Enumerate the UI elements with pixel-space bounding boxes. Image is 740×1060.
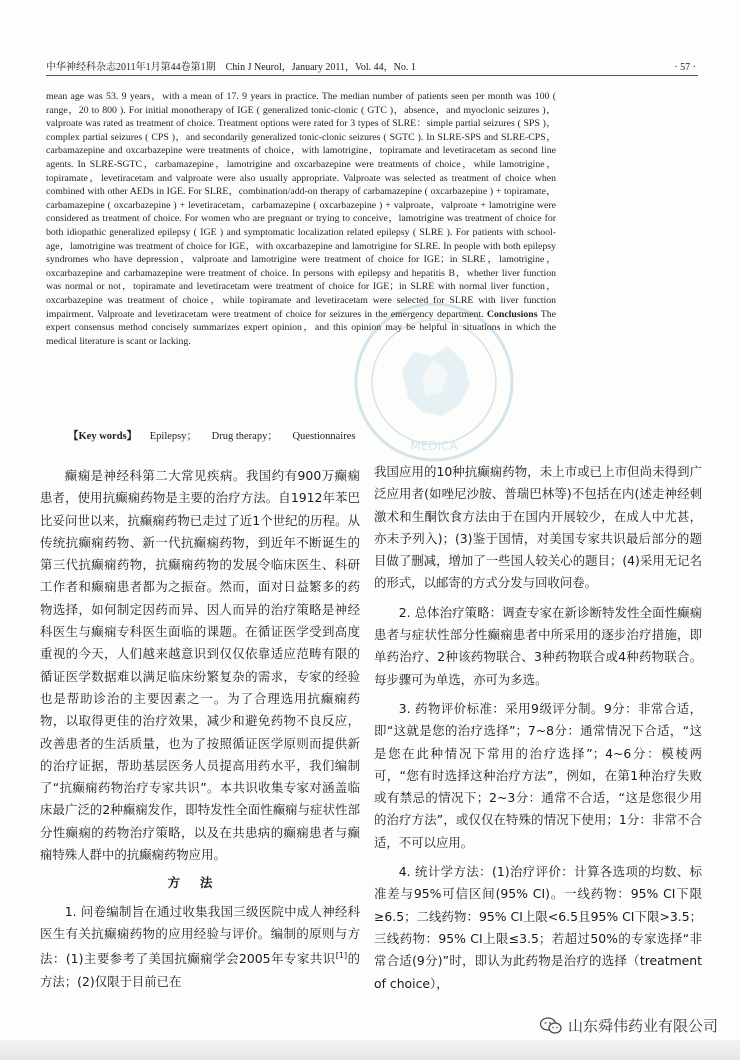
svg-text:MEDICA: MEDICA — [410, 439, 458, 453]
methods-paragraph-1 — [40, 901, 360, 993]
right-column — [374, 461, 702, 995]
methods-paragraph-3: 3. 药物评价标准：采用9级评分制。9分：非常合适，即“这就是您的治疗选择”；7~8分：通常情况下合适，“这是您在此种情况下常用的治疗选择”；4~6分：模棱两可，“您有时选择这种治疗方法”，例如，在第1种治疗失败或有禁忌的情况下；2~3分：通常不合适，“这是您很少用的治疗方法”，或仅仅在特殊的情况下使用；1分：非常不合适，不可以应用。 — [374, 700, 702, 850]
journal-citation: 中华神经科杂志2011年1月第44卷第1期 Chin J Neurol，January 2011，Vol. 44，No. 1 — [46, 62, 416, 73]
keyword-item: Questionnaires — [292, 431, 356, 442]
conclusions-label: Conclusions — [486, 308, 538, 320]
keywords — [68, 428, 548, 443]
footer-band — [0, 1040, 740, 1060]
brand-name: 山东舜伟药业有限公司 — [568, 1017, 719, 1035]
methods-paragraph-4: 4. 统计学方法：(1)治疗评价：计算各选项的均数、标准差与95%可信区间(95% CI)。一线药物：95% CI下限≥6.5；二线药物：95% CI上限<6.5且95% CI下限>3.5；三线药物：95% CI上限≤3.5；若超过50%的专家选择“非常合适(9分)”时，即认为此药物是治疗的选择（treatment of choice）， — [374, 864, 702, 991]
methods-heading: 方法 — [167, 875, 233, 891]
keyword-item: Epilepsy； — [149, 431, 197, 442]
citation-ref: [1] — [335, 951, 348, 961]
methods-paragraph-2: 2. 总体治疗策略：调查专家在新诊断特发性全面性癫痫患者与症状性部分性癫痫患者中所采用的逐步治疗措施，即单药治疗、2种该药物联合、3种药物联合或4种药物联合。每步骤可为单选，亦可为多选。 — [374, 604, 702, 687]
wechat-icon — [540, 1017, 562, 1035]
methods-paragraph-1-cont: 我国应用的10种抗癫痫药物，未上市或已上市但尚未得到广泛应用者(如唑尼沙胺、普瑞巴林等)不包括在内(述走神经刺激术和生酮饮食方法由于在国内开展较少，在成人中尤甚，亦未予列入)；(3)鉴于国情，对美国专家共识最后部分的题目做了删减，增加了一些国人较关心的题目；(4)采用无记名的形式，以邮寄的方式分发与回收问卷。 — [374, 464, 702, 591]
abstract-conclusions-text: The expert consensus method concisely summarizes expert opinion，and this opinion may be helpful in situations in which the medical literature is scant or lacking. — [46, 308, 556, 347]
keywords-label: 【Key words】 — [68, 431, 138, 442]
left-column — [40, 465, 360, 993]
methods-text-cont: 的方法；(2)仅限于目前已在 — [40, 951, 361, 989]
page-number: · 57 · — [674, 62, 696, 73]
header-rule — [46, 75, 698, 76]
english-abstract — [46, 90, 556, 348]
intro-paragraph: 癫痫是神经科第二大常见疾病。我国约有900万癫痫患者，使用抗癫痫药物是主要的治疗方法。自1912年苯巴比妥问世以来，抗癫痫药物已走过了近1个世纪的历程。从传统抗癫痫药物、新一代抗癫痫药物，到近年不断诞生的第三代抗癫痫药物，抗癫痫药物的发展令临床医生、科研工作者和癫痫患者都为之振奋。然而，面对日益繁多的药物选择，如何制定因药而异、因人而异的治疗策略是神经科医生与癫痫专科医生面临的课题。在循证医学受到高度重视的今天，人们越来越意识到仅仅依靠适应范畴有限的循证医学数据难以满足临床纷繁复杂的需求，专家的经验也是帮助诊治的主要因素之一。为了合理选用抗癫痫药物，以取得更佳的治疗效果，减少和避免药物不良反应，改善患者的生活质量，也为了按照循证医学原则而提供新的治疗证据，帮助基层医务人员提高用药水平，我们编制了“抗癫痫药物治疗专家共识”。本共识收集专家对涵盖临床最广泛的2种癫痫发作，即特发性全面性癫痫与症状性部分性癫痫的药物治疗策略，以及在共患病的癫痫患者与癫痫特殊人群中的抗癫痫药物应用。 — [40, 468, 360, 863]
methods-text: 1. 问卷编制旨在通过收集我国三级医院中成人神经科医生有关抗癫痫药物的应用经验与评价。编制的原则与方法：(1)主要参考了美国抗癫痫学会2005年专家共识 — [40, 903, 360, 967]
wechat-brand — [540, 1015, 718, 1036]
abstract-results-text: mean age was 53. 9 years，with a mean of 17. 9 years in practice. The median number of patients seen per month was 100 ( range，20 to 800 ). For initial monotherapy of IGE ( generalized tonic-clonic ( GTC )，absence，and myoclonic seizures )，valproate was rated as treatment of choice. Treatment options were rated for 3 types of SLRE：simple partial seizures ( SPS )，complex partial seizures ( CPS )，and secondarily generalized tonic-clonic seizures ( SGTC ). In SLRE-SPS and SLRE-CPS，carbamazepine and oxcarbazepine were treatments of choice，with lamotrigine，topiramate and levetiracetam as second line agents. In SLRE-SGTC，carbamazepine，lamotrigine and oxcarbazepine were treatments of choice，while lamotrigine，topiramate，levetiracetam and valproate were also usually appropriate. Valproate was selected as treatment of choice when combined with other AEDs in IGE. For SLRE，combination/add-on therapy of carbamazepine ( oxcarbazepine ) + topiramate，carbamazepine ( oxcarbazepine ) + levetiracetam，carbamazepine ( oxcarbazepine ) + valproate，valproate + lamotrigine were considered as treatment of choice. For women who are pregnant or trying to conceive，lamotrigine was treatment of choice for both idiopathic generalized epilepsy ( IGE ) and symptomatic localization related epilepsy ( SLRE ). For patients with school-age，lamotrigine was treatment of choice for IGE，with oxcarbazepine and lamotrigine for SLRE. In people with both epilepsy syndromes who have depression，valproate and lamotrigine were treatment of choice for IGE；in SLRE，lamotrigine，oxcarbazepine and carbamazepine were treatment of choice. In persons with epilepsy and hepatitis B，whether liver function was normal or not，topiramate and levetiracetam were treatment of choice for IGE；in SLRE with normal liver function，oxcarbazepine was treatment of choice，while topiramate and levetiracetam were selected for SLRE with liver function impairment. Valproate and levetiracetam were treatment of choice for seizures in the emergency department. — [46, 91, 556, 320]
running-header — [46, 58, 696, 73]
keyword-item: Drug therapy； — [211, 431, 278, 442]
